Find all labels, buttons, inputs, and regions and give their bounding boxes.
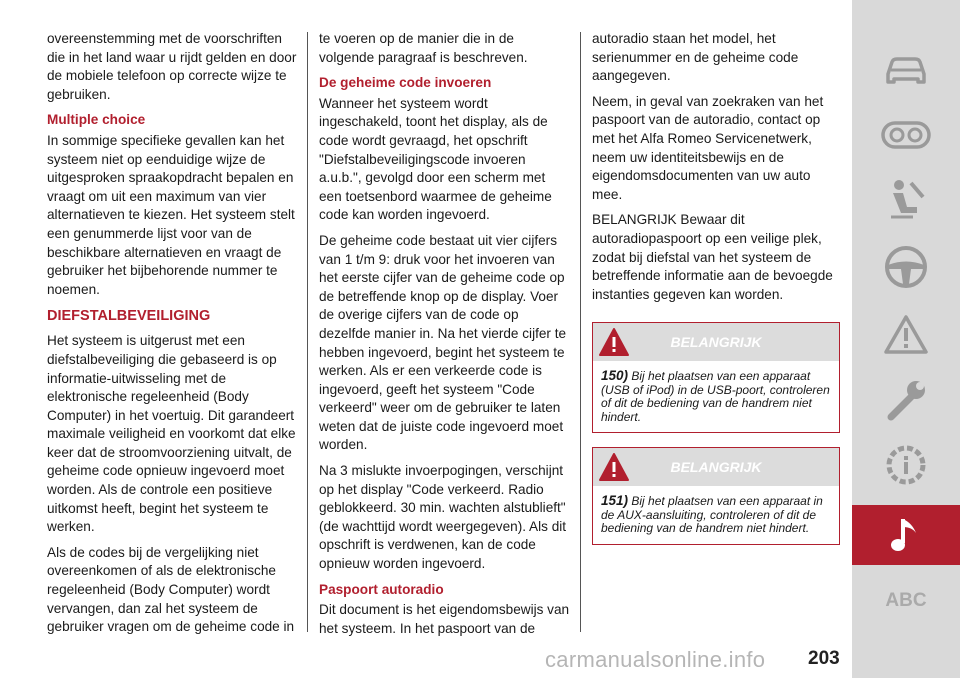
warning-box-151 (592, 447, 840, 545)
warning-text: Bij het plaatsen van een apparaat (USB of iPod) in de USB-poort, controleren of dit de bediening van de handrem niet hindert. (601, 369, 830, 424)
warning-body (593, 486, 839, 544)
paragraph: te voeren op de manier die in de volgende paragraaf is beschreven. (319, 31, 528, 65)
heading-geheime-code: De geheime code invoeren (319, 75, 492, 91)
column-divider (307, 32, 308, 632)
info-gear-icon[interactable] (852, 435, 960, 495)
paragraph: BELANGRIJK Bewaar dit autoradiopaspoort op een veilige plek, zodat bij diefstal van het systeem de betreffende informatie aan de bevoegde instanties gegeven kan worden. (592, 212, 833, 302)
heading-multiple-choice: Multiple choice (47, 112, 146, 128)
warning-number: 150) (601, 368, 629, 384)
page-number: 203 (808, 648, 840, 669)
steering-wheel-icon[interactable] (852, 237, 960, 297)
paragraph: overeenstemming met de voorschriften die in het land waar u rijdt gelden en door de mobiele telefoon op correcte wijze te gebruiken. (47, 31, 297, 102)
paragraph: Als de codes bij de vergelijking niet overeenkomen of als de elektronische regeleenheid (Body Computer) wordt vervangen, dan zal het systeem de gebruiker vragen om de geheime code in (47, 544, 295, 635)
warning-header (593, 323, 839, 361)
music-note-icon[interactable] (852, 505, 960, 565)
paragraph: Dit document is het eigendomsbewijs van het systeem. In het paspoort van de (319, 602, 570, 636)
abc-index-label[interactable]: ABC (885, 590, 927, 611)
paragraph: In sommige specifieke gevallen kan het systeem niet op eenduidige wijze de uitgesproken spraakopdracht bepalen en vraagt om uit een maximum van vier alternatieven te kiezen. Het systeem stelt een genummerde lijst voor van de beschikbare alternatieven en vraagt de gebruiker het bijbehorende nummer te noemen. (47, 132, 295, 297)
dashboard-icon[interactable] (852, 105, 960, 165)
paragraph: Na 3 mislukte invoerpogingen, verschijnt op het display "Code verkeerd. Radio geblokkeerd. 30 min. wachten alstublieft" (de wachttijd wordt weergegeven). Als dit opschrift is verdwenen, kan de code opnieuw worden ingevoerd. (319, 463, 567, 572)
warning-header (593, 448, 839, 486)
car-icon[interactable] (852, 40, 960, 100)
paragraph: Het systeem is uitgerust met een diefstalbeveiliging die gebaseerd is op informatie-uitwisseling met de elektronische regeleenheid (Body Computer) in het voertuig. Dit garandeert maximale veiligheid en voorkomt dat elke keer dat de stroomvoorziening uitvalt, de geheime code opnieuw ingevoerd moet worden. Als de controle een positieve uitkomst heeft, begint het systeem te werken. (47, 333, 296, 535)
text-column-1 (47, 30, 297, 644)
warning-title: BELANGRIJK (670, 459, 762, 476)
paragraph: Wanneer het systeem wordt ingeschakeld, toont het display, als de code wordt gevraagd, het opschrift "Diefstalbeveiligingscode invoeren a.u.b.", gevolgd door een scherm met een toetsenbord waarmee de geheime code kan worden ingevoerd. (319, 95, 552, 223)
seat-safety-icon[interactable] (852, 170, 960, 230)
paragraph: Neem, in geval van zoekraken van het paspoort van de autoradio, contact op met het Alfa Romeo Servicenetwerk, neem uw identiteitsbewijs en de eigendomsdocumenten van uw auto mee. (592, 93, 824, 202)
column-divider (580, 32, 581, 632)
warning-title: BELANGRIJK (670, 334, 762, 351)
paragraph: De geheime code bestaat uit vier cijfers van 1 t/m 9: druk voor het invoeren van het eerste cijfer van de geheime code op de betreffende knop op de display. Voer de overige cijfers van de code op dezelfde manier in. Na het vierde cijfer te hebben ingevoerd, begint het systeem te werken. Als er een verkeerde code is ingevoerd, geeft het systeem "Code verkeerd" weer om de gebruiker te laten weten dat de juiste code ingevoerd moet worden. (319, 232, 567, 453)
warning-body (593, 361, 839, 432)
text-column-2 (319, 30, 571, 645)
paragraph: autoradio staan het model, het serienummer en de geheime code aangegeven. (592, 31, 799, 84)
warning-box-150 (592, 322, 840, 433)
heading-diefstalbeveiliging: DIEFSTALBEVEILIGING (47, 308, 211, 325)
chapter-sidebar (852, 0, 960, 678)
warning-triangle-icon[interactable] (852, 305, 960, 365)
wrench-icon[interactable] (852, 370, 960, 430)
warning-number: 151) (601, 493, 629, 509)
text-column-3 (592, 30, 840, 545)
warning-text: Bij het plaatsen van een apparaat in de AUX-aansluiting, controleren of dit de bediening van de handrem niet hindert. (601, 494, 823, 536)
watermark: carmanualsonline.info (545, 647, 766, 672)
heading-paspoort: Paspoort autoradio (319, 581, 444, 597)
